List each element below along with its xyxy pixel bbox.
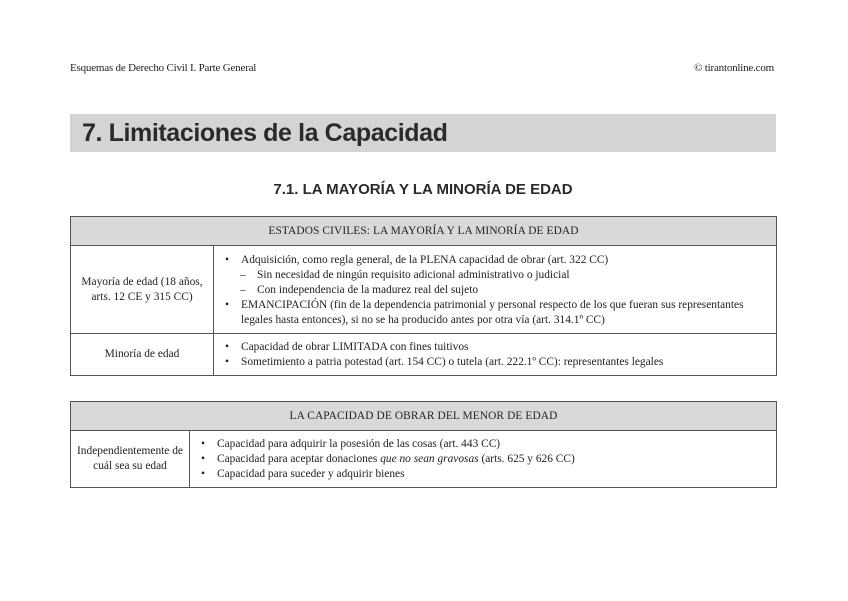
list-item: • EMANCIPACIÓN (fin de la dependencia patrimonial y personal respecto de los que fueran sus representantes legales hasta entonces), si no se ha producido antes por otra vía (art. 314.1º CC) <box>224 298 768 328</box>
book-title: Esquemas de Derecho Civil I. Parte General <box>70 62 257 74</box>
bullet-list <box>214 247 776 333</box>
bullet-list <box>214 334 776 375</box>
list-item: • Adquisición, como regla general, de la PLENA capacidad de obrar (art. 322 CC) <box>224 253 768 268</box>
item-text: Capacidad para aceptar donaciones <box>217 453 381 465</box>
section-title: 7.1. LA MAYORÍA Y LA MINORÍA DE EDAD <box>273 181 573 198</box>
list-item: • Capacidad para adquirir la posesión de las cosas (art. 443 CC) <box>200 437 768 452</box>
table-row <box>71 431 777 488</box>
item-emphasis: que no sean gravosas <box>380 453 479 465</box>
copyright-notice: © tirantonline.com <box>694 62 774 74</box>
row-content <box>190 431 777 488</box>
row-content <box>214 334 777 376</box>
list-item: • Sometimiento a patria potestad (art. 154 CC) o tutela (art. 222.1º CC): representantes legales <box>224 355 768 370</box>
list-subitem: – Con independencia de la madurez real del sujeto <box>224 283 768 298</box>
table-header: ESTADOS CIVILES: LA MAYORÍA Y LA MINORÍA DE EDAD <box>71 217 777 246</box>
table-header: LA CAPACIDAD DE OBRAR DEL MENOR DE EDAD <box>71 402 777 431</box>
list-item: • Capacidad para suceder y adquirir bienes <box>200 467 768 482</box>
row-label-independiente: Independientemente de cuál sea su edad <box>71 431 190 488</box>
row-label-minoria: Minoría de edad <box>71 334 214 376</box>
list-item: • Capacidad de obrar LIMITADA con fines tuitivos <box>224 340 768 355</box>
civil-status-table <box>70 216 777 376</box>
table-row <box>71 334 777 376</box>
row-label-mayoria: Mayoría de edad (18 años, arts. 12 CE y 315 CC) <box>71 246 214 334</box>
row-content <box>214 246 777 334</box>
bullet-list <box>190 431 776 487</box>
item-text: (arts. 625 y 626 CC) <box>478 453 575 465</box>
minor-capacity-table <box>70 401 777 488</box>
list-item <box>200 452 768 467</box>
table-row <box>71 246 777 334</box>
chapter-title: 7. Limitaciones de la Capacidad <box>70 114 776 152</box>
list-subitem: – Sin necesidad de ningún requisito adicional administrativo o judicial <box>224 268 768 283</box>
running-header <box>70 62 774 74</box>
